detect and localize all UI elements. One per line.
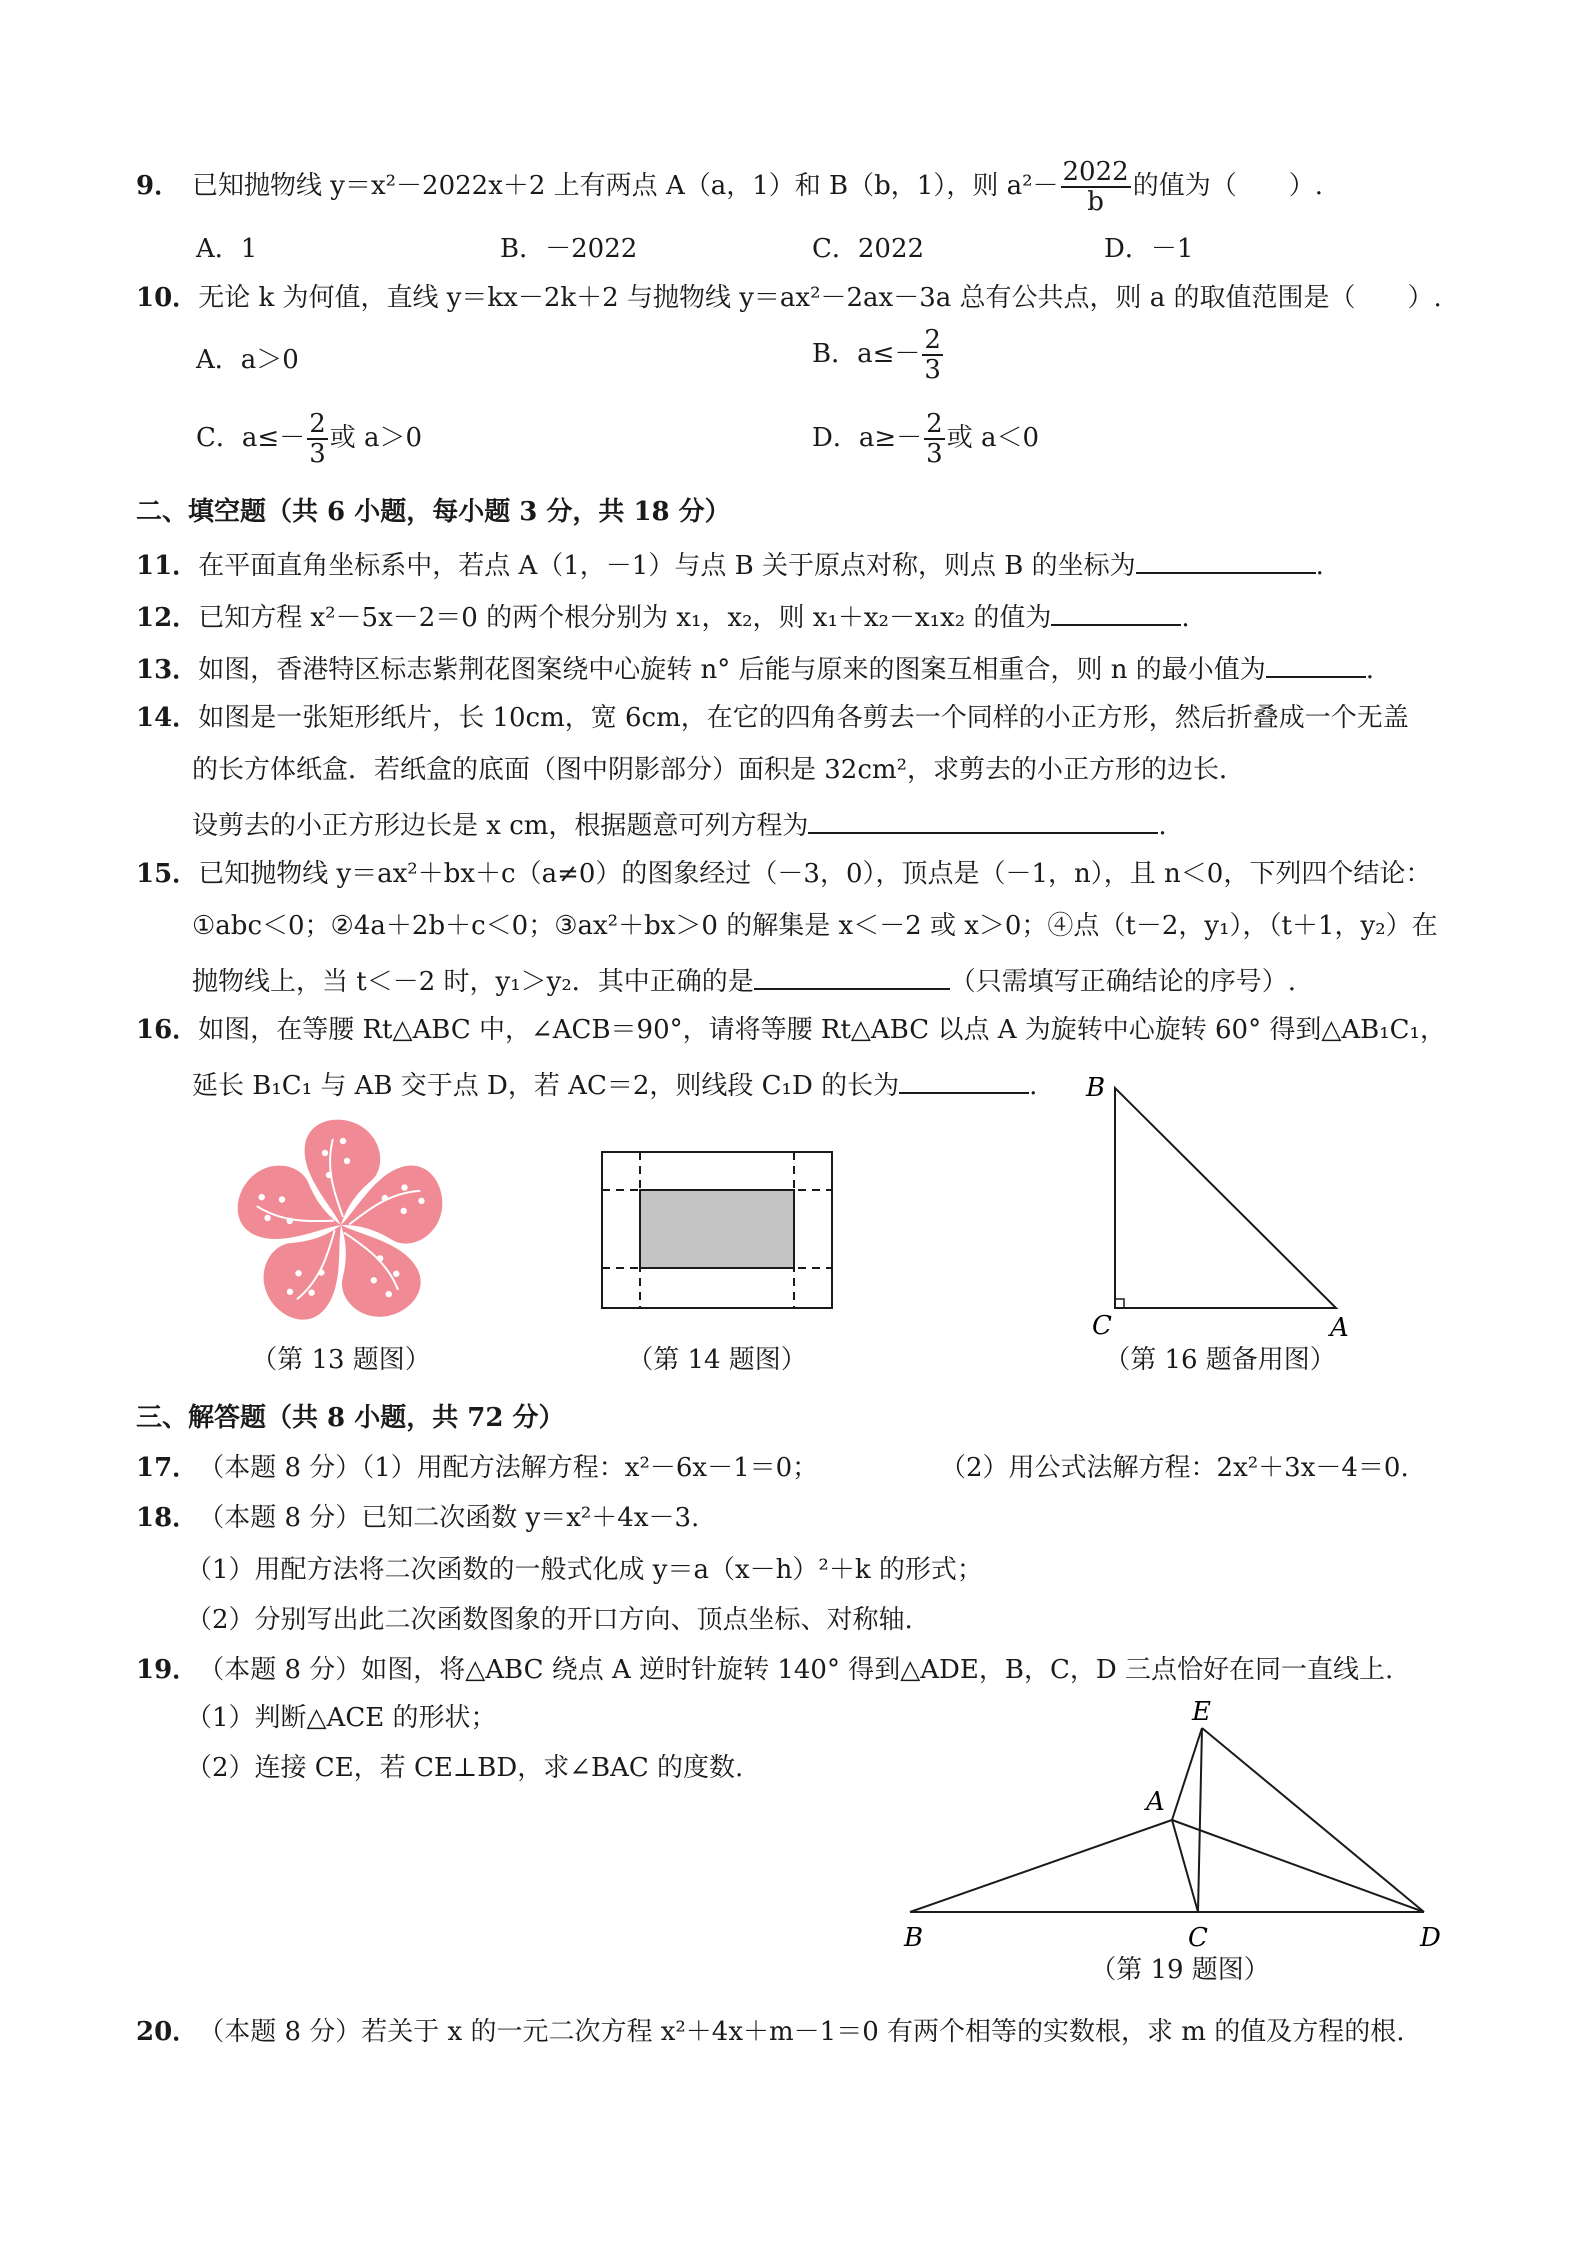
question-text: 已知方程 x²－5x－2＝0 的两个根分别为 x₁，x₂，则 x₁＋x₂－x₁x₂ 的值为: [198, 603, 1052, 633]
label-b: B: [904, 1923, 924, 1953]
answer-blank[interactable]: [808, 804, 1158, 834]
question-15: [136, 856, 1486, 892]
flower-petals: [230, 1120, 454, 1334]
fraction-denominator: b: [1087, 187, 1104, 217]
question-11: [136, 544, 1486, 584]
figure-13-caption: （第 13 题图）: [251, 1345, 431, 1375]
label-c: C: [1092, 1311, 1112, 1340]
figure-19-lines: [910, 1728, 1424, 1912]
question-text: （本题 8 分）如图，将△ABC 绕点 A 逆时针旋转 140° 得到△ADE，B，C，D 三点恰好在同一直线上.: [198, 1655, 1394, 1685]
triangle-abc-figure: [1060, 1070, 1360, 1340]
option-label: B．a≤－: [812, 339, 921, 369]
question-number: 12．: [136, 603, 199, 633]
question-15-line2: ①abc＜0；②4a＋2b＋c＜0；③ax²＋bx＞0 的解集是 x＜－2 或 x＞0；④点（t－2，y₁），（t＋1，y₂）在: [192, 911, 1438, 941]
question-text: （本题 8 分）若关于 x 的一元二次方程 x²＋4x＋m－1＝0 有两个相等的实数根，求 m 的值及方程的根.: [198, 2017, 1405, 2047]
question-text: 已知抛物线 y＝x²－2022x＋2 上有两点 A（a，1）和 B（b，1），则 a²－: [192, 171, 1059, 201]
figure-14-caption: （第 14 题图）: [627, 1345, 807, 1375]
answer-blank[interactable]: [1051, 596, 1181, 626]
option-label: C．a≤－: [196, 423, 306, 453]
option-suffix: 或 a＞0: [329, 423, 423, 453]
question-20: [136, 2014, 1486, 2050]
option-b: B．－2022: [500, 234, 638, 264]
option-label: D．a≥－: [812, 423, 923, 453]
question-17-part2: （2）用公式法解方程：2x²＋3x－4＝0.: [940, 1453, 1409, 1483]
fraction-numerator: 2: [926, 409, 943, 439]
question-end: .: [1029, 1071, 1038, 1101]
question-12: [136, 596, 1486, 636]
question-number: 19．: [136, 1655, 199, 1685]
question-part-1: （本题 8 分）（1）用配方法解方程：x²－6x－1＝0；: [198, 1453, 819, 1483]
triangle: [1115, 1088, 1336, 1308]
question-number: 18．: [136, 1503, 199, 1533]
question-18: [136, 1500, 1486, 1536]
figure-16-caption: （第 16 题备用图）: [1104, 1345, 1336, 1375]
answer-blank[interactable]: [754, 960, 950, 990]
fraction: [307, 410, 328, 468]
fraction: [922, 326, 943, 384]
question-text: 已知抛物线 y＝ax²＋bx＋c（a≠0）的图象经过（－3，0），顶点是（－1，n），且 n＜0，下列四个结论：: [198, 859, 1432, 889]
fraction-numerator: 2: [924, 325, 941, 355]
fraction: [1061, 158, 1131, 216]
question-13: [136, 648, 1486, 688]
label-b: B: [1086, 1073, 1106, 1103]
question-15-line3: [192, 960, 1296, 1000]
question-text: 在平面直角坐标系中，若点 A（1，－1）与点 B 关于原点对称，则点 B 的坐标为: [198, 551, 1136, 581]
option-a: A．1: [196, 234, 258, 264]
question-end: .: [1158, 811, 1167, 841]
option-d: [812, 410, 1039, 468]
fraction-numerator: 2: [309, 409, 326, 439]
question-number: 15．: [136, 859, 199, 889]
question-text: 延长 B₁C₁ 与 AB 交于点 D，若 AC＝2，则线段 C₁D 的长为: [192, 1071, 900, 1101]
label-d: D: [1420, 1923, 1441, 1953]
question-text: 设剪去的小正方形边长是 x cm，根据题意可列方程为: [192, 811, 809, 841]
question-number: 14．: [136, 703, 199, 733]
paper-box-figure: [600, 1150, 834, 1310]
question-end: .: [1365, 655, 1375, 685]
fraction: [924, 410, 945, 468]
question-end: .: [1315, 551, 1324, 581]
question-number: 11．: [136, 551, 199, 581]
section-heading: 二、填空题（共 6 小题，每小题 3 分，共 18 分）: [136, 497, 731, 527]
question-18-sub1: （1）用配方法将二次函数的一般式化成 y＝a（x－h）²＋k 的形式；: [186, 1555, 983, 1585]
bauhinia-flower-figure: [226, 1110, 456, 1340]
question-18-sub2: （2）分别写出此二次函数图象的开口方向、顶点坐标、对称轴.: [186, 1605, 913, 1635]
question-19: [136, 1652, 1486, 1688]
question-14-line3: [192, 804, 1167, 844]
question-number: 9．: [136, 171, 181, 201]
question-14: [136, 700, 1486, 736]
question-number: 20．: [136, 2017, 199, 2047]
option-a: A．a＞0: [196, 345, 299, 375]
question-text: 如图，在等腰 Rt△ABC 中，∠ACB＝90°，请将等腰 Rt△ABC 以点 A 为旋转中心旋转 60° 得到△AB₁C₁，: [198, 1015, 1446, 1045]
rotation-figure-19: [890, 1690, 1450, 1960]
question-number: 17．: [136, 1453, 199, 1483]
option-c: [196, 410, 422, 468]
answer-blank[interactable]: [1136, 544, 1316, 574]
right-angle-mark: [1115, 1299, 1124, 1308]
question-end: （只需填写正确结论的序号）.: [949, 967, 1297, 997]
label-e: E: [1192, 1697, 1211, 1727]
label-a: A: [1330, 1313, 1349, 1340]
question-end: .: [1181, 603, 1190, 633]
label-a: A: [1146, 1787, 1165, 1817]
question-19-sub1: （1）判断△ACE 的形状；: [186, 1703, 497, 1733]
question-number: 16．: [136, 1015, 199, 1045]
question-number: 13．: [136, 655, 199, 685]
fraction-denominator: 3: [926, 439, 943, 469]
fraction-denominator: 3: [924, 355, 941, 385]
question-text: 无论 k 为何值，直线 y＝kx－2k＋2 与抛物线 y＝ax²－2ax－3a 总有公共点，则 a 的取值范围是（ ）.: [198, 283, 1442, 313]
question-16-line2: [192, 1064, 1037, 1104]
label-c: C: [1188, 1923, 1208, 1953]
question-19-sub2: （2）连接 CE，若 CE⊥BD，求∠BAC 的度数.: [186, 1753, 744, 1783]
question-text: （本题 8 分）已知二次函数 y＝x²＋4x－3.: [198, 1503, 700, 1533]
question-text: 如图，香港特区标志紫荆花图案绕中心旋转 n° 后能与原来的图案互相重合，则 n 的最小值为: [198, 655, 1266, 685]
question-text: 如图是一张矩形纸片，长 10cm，宽 6cm，在它的四角各剪去一个同样的小正方形，然后折叠成一个无盖: [198, 703, 1409, 733]
option-d: D．－1: [1104, 234, 1194, 264]
question-number: 10．: [136, 283, 199, 313]
question-14-line2: 的长方体纸盒．若纸盒的底面（图中阴影部分）面积是 32cm²，求剪去的小正方形的边长．: [192, 755, 1245, 785]
question-9: [136, 158, 1486, 216]
option-c: C．2022: [812, 234, 925, 264]
answer-blank[interactable]: [899, 1064, 1029, 1094]
answer-blank[interactable]: [1266, 648, 1366, 678]
box-base-shaded: [640, 1190, 794, 1268]
fraction-numerator: 2022: [1062, 157, 1129, 187]
option-b: [812, 326, 945, 384]
question-10: [136, 280, 1486, 316]
fraction-denominator: 3: [309, 439, 326, 469]
section-heading: 三、解答题（共 8 小题，共 72 分）: [136, 1403, 565, 1433]
question-16: [136, 1012, 1486, 1048]
figure-19-caption: （第 19 题图）: [1090, 1955, 1270, 1985]
question-text-end: 的值为（ ）.: [1132, 171, 1323, 201]
question-text: 抛物线上，当 t＜－2 时，y₁＞y₂．其中正确的是: [192, 967, 754, 997]
option-suffix: 或 a＜0: [946, 423, 1039, 453]
